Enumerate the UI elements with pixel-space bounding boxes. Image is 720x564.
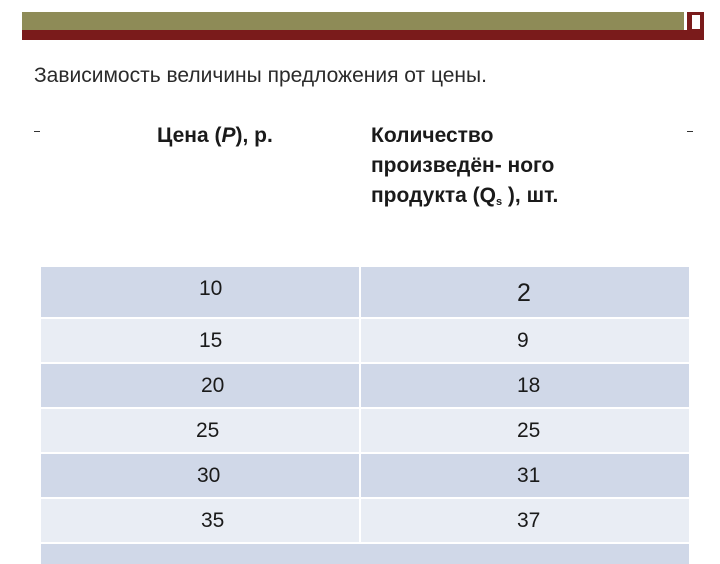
quantity-header-suffix: ), шт. — [502, 184, 559, 207]
quantity-cell: 25 — [517, 419, 541, 442]
quantity-cell: 9 — [517, 329, 529, 352]
quantity-subscript: s — [495, 196, 503, 208]
slide-title: Зависимость величины предложения от цены. — [34, 64, 487, 87]
quantity-column-header — [371, 121, 671, 217]
table-row-partial — [41, 542, 689, 564]
table-row — [41, 452, 689, 497]
right-dash — [687, 131, 693, 132]
quantity-header-line1: Количество — [371, 124, 494, 147]
table-row — [41, 497, 689, 542]
quantity-header-line2: произведён- ного — [371, 154, 555, 177]
price-cell: 35 — [41, 499, 361, 542]
quantity-header-prefix: продукта (Q — [371, 184, 496, 207]
left-dash — [34, 131, 40, 132]
quantity-cell: 2 — [517, 279, 531, 307]
header-accent-line — [22, 30, 704, 40]
table-row — [41, 407, 689, 452]
price-symbol: P — [221, 124, 236, 147]
quantity-cell: 18 — [517, 374, 541, 397]
price-header-suffix: ), р. — [235, 124, 273, 147]
price-cell: 30 — [41, 454, 361, 497]
quantity-header-line3 — [371, 181, 671, 217]
price-cell: 20 — [41, 364, 361, 407]
table-row — [41, 265, 689, 317]
supply-table — [41, 265, 689, 564]
table-row — [41, 362, 689, 407]
price-cell: 25 — [41, 409, 361, 452]
price-header-prefix: Цена ( — [157, 124, 222, 147]
header-band — [22, 12, 684, 30]
price-cell: 15 — [41, 319, 361, 362]
table-row — [41, 317, 689, 362]
price-cell: 10 — [41, 267, 361, 317]
corner-square-inner — [692, 15, 700, 29]
price-column-header — [157, 121, 273, 151]
quantity-cell: 31 — [517, 464, 541, 487]
quantity-cell: 37 — [517, 509, 541, 532]
